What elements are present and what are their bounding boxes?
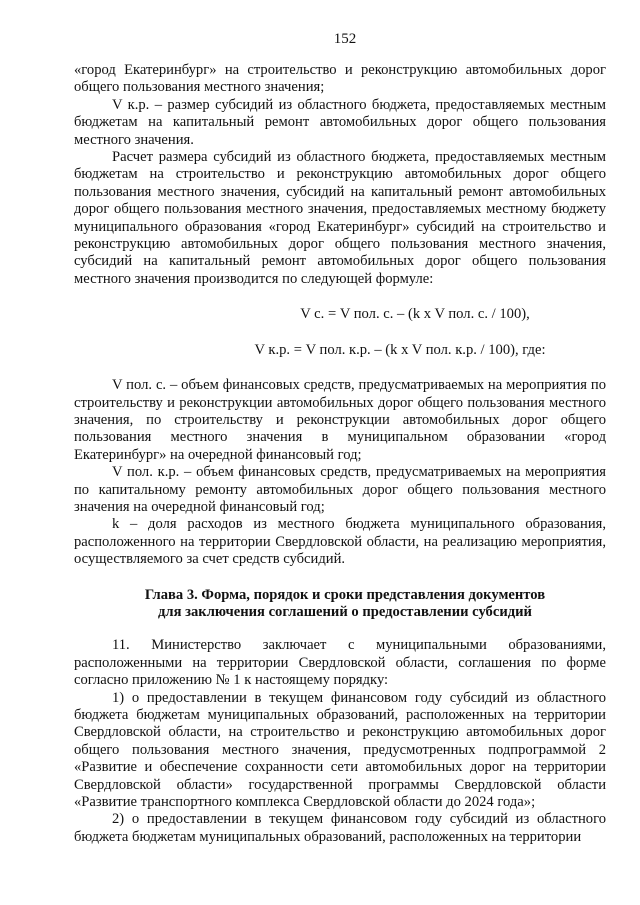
paragraph: Расчет размера субсидий из областного бюджета, предоставляемых местным бюджетам на строительство и реконструкцию автомобильных дорог общего пользования местного значения, субсидий на капитальный ремонт автомобильных дорог общего пользования местного значения, предоставляемых местному бюджету муниципального образования «город Екатеринбург» субсидий на строительство и реконструкцию автомобильных дорог общего пользования местного значения, субсидий на капитальный ремонт автомобильных дорог общего пользования местного значения производится по следующей формуле: xyxy=(74,149,606,287)
paragraph: «город Екатеринбург» на строительство и реконструкцию автомобильных дорог общего пользования местного значения; xyxy=(74,62,606,96)
paragraph: k – доля расходов из местного бюджета муниципального образования, расположенного на территории Свердловской области, на реализацию мероприятия, осуществляемого за счет средств субсидий. xyxy=(74,516,606,568)
paragraph: 2) о предоставлении в текущем финансовом году субсидий из областного бюджета бюджетам муниципальных образований, расположенных на территории xyxy=(74,811,606,845)
paragraph: V к.р. – размер субсидий из областного бюджета, предоставляемых местным бюджетам на капитальный ремонт автомобильных дорог общего пользования местного значения. xyxy=(74,96,606,148)
page-number: 152 xyxy=(333,31,357,47)
paragraph: 11. Министерство заключает с муниципальными образованиями, расположенными на территории Свердловской области, соглашения по форме согласно приложению № 1 к настоящему порядку: xyxy=(74,637,606,689)
formula-construction: V с. = V пол. с. – (k x V пол. с. / 100), xyxy=(300,306,530,323)
chapter-heading-line: Глава 3. Форма, порядок и сроки представления документов xyxy=(144,586,546,603)
formula-repair: V к.р. = V пол. к.р. – (k x V пол. к.р. / 100), где: xyxy=(254,341,546,358)
chapter-heading-line: для заключения соглашений о предоставлении субсидий xyxy=(158,603,532,620)
paragraph: V пол. с. – объем финансовых средств, предусматриваемых на мероприятия по строительству и реконструкции автомобильных дорог общего пользования местного значения, по строительству и реконструкции автомобильных дорог общего пользования местного значения в муниципальном образовании «город Екатеринбург» на очередной финансовый год; xyxy=(74,377,606,463)
chapter-heading xyxy=(74,587,606,622)
paragraph: V пол. к.р. – объем финансовых средств, предусматриваемых на мероприятия по капитальному ремонту автомобильных дорог общего пользования местного значения на очередной финансовый год; xyxy=(74,464,606,515)
paragraph: 1) о предоставлении в текущем финансовом году субсидий из областного бюджета бюджетам муниципальных образований, расположенных на территории Свердловской области, на строительство и реконструкцию автомобильных дорог общего пользования местного значения, предусмотренных подпрограммой 2 «Развитие и обеспечение сохранности сети автомобильных дорог на территории Свердловской области» государственной программы Свердловской области «Развитие транспортного комплекса Свердловской области до 2024 года»; xyxy=(74,689,606,811)
